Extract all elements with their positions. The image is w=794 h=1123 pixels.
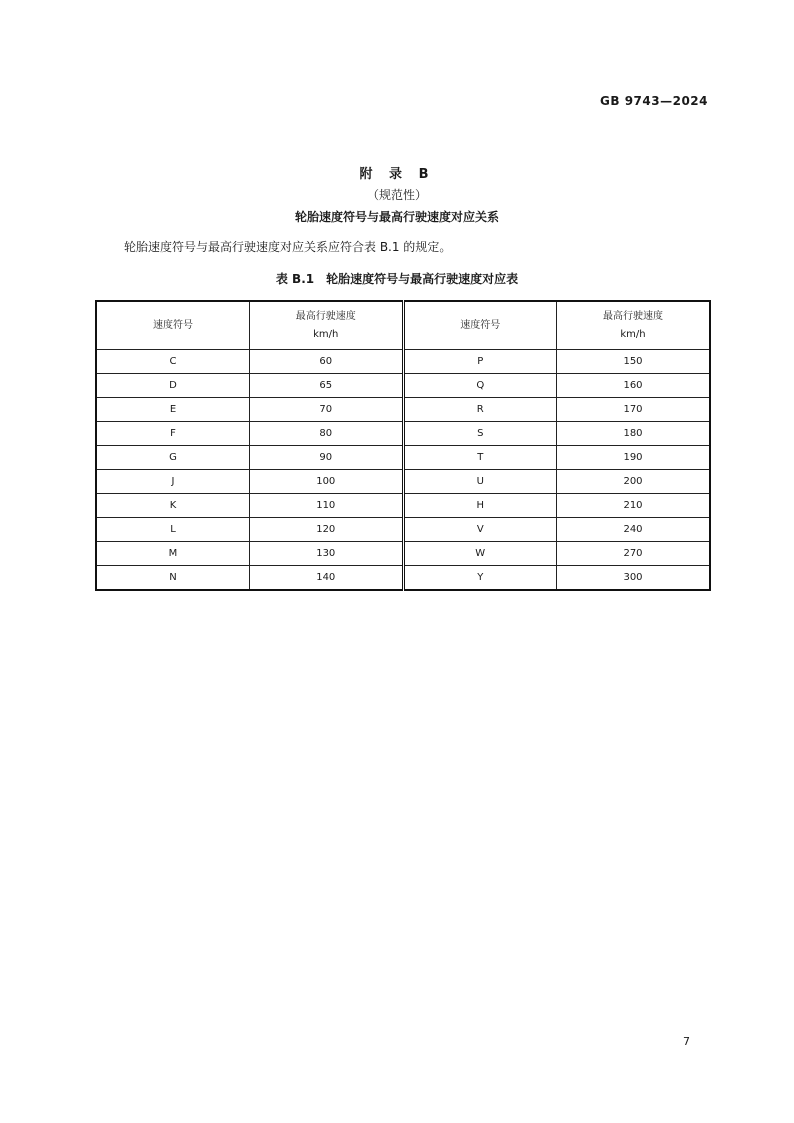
header-max-speed-left-unit: km/h: [313, 328, 339, 340]
header-max-speed-right-unit: km/h: [620, 328, 646, 340]
table-row: [96, 542, 710, 566]
table-row: [96, 518, 710, 542]
body-paragraph: 轮胎速度符号与最高行驶速度对应关系应符合表 B.1 的规定。: [124, 240, 452, 254]
table-row: [96, 422, 710, 446]
cell-left-speed: 65: [250, 374, 404, 398]
table-row: [96, 566, 710, 591]
cell-left-speed: 60: [250, 350, 404, 374]
table-row: [96, 494, 710, 518]
cell-left-symbol: J: [96, 470, 250, 494]
cell-right-speed: 180: [557, 422, 711, 446]
header-max-speed-right: [557, 301, 711, 350]
cell-left-speed: 90: [250, 446, 404, 470]
header-max-speed-left: [250, 301, 404, 350]
cell-left-symbol: E: [96, 398, 250, 422]
table-caption-title: 轮胎速度符号与最高行驶速度对应表: [326, 272, 519, 286]
cell-left-speed: 100: [250, 470, 404, 494]
cell-left-symbol: N: [96, 566, 250, 591]
table-caption-number: 表 B.1: [275, 272, 315, 286]
header-max-speed-left-line1: 最高行驶速度: [295, 310, 356, 322]
table-row: [96, 398, 710, 422]
cell-left-symbol: D: [96, 374, 250, 398]
cell-left-symbol: F: [96, 422, 250, 446]
standard-code: GB 9743—2024: [600, 94, 708, 108]
speed-table: [95, 300, 711, 591]
table-header-row: [96, 301, 710, 350]
appendix-heading: 轮胎速度符号与最高行驶速度对应关系: [294, 210, 499, 224]
cell-left-speed: 110: [250, 494, 404, 518]
cell-left-speed: 70: [250, 398, 404, 422]
cell-right-symbol: H: [403, 494, 557, 518]
cell-right-symbol: P: [403, 350, 557, 374]
cell-right-speed: 240: [557, 518, 711, 542]
cell-left-symbol: L: [96, 518, 250, 542]
table-caption: [0, 270, 794, 287]
cell-right-symbol: R: [403, 398, 557, 422]
page-number: 7: [683, 1035, 690, 1048]
cell-left-speed: 140: [250, 566, 404, 591]
header-max-speed-right-line1: 最高行驶速度: [603, 310, 663, 322]
cell-right-speed: 170: [557, 398, 711, 422]
table-row: [96, 350, 710, 374]
cell-right-symbol: U: [403, 470, 557, 494]
cell-right-symbol: T: [403, 446, 557, 470]
cell-left-symbol: C: [96, 350, 250, 374]
cell-right-speed: 150: [557, 350, 711, 374]
cell-left-symbol: G: [96, 446, 250, 470]
cell-right-speed: 200: [557, 470, 711, 494]
appendix-type: （规范性）: [366, 188, 427, 202]
table-row: [96, 470, 710, 494]
cell-right-speed: 210: [557, 494, 711, 518]
header-speed-symbol-right: 速度符号: [403, 301, 557, 350]
cell-left-symbol: K: [96, 494, 250, 518]
cell-left-speed: 130: [250, 542, 404, 566]
cell-right-speed: 300: [557, 566, 711, 591]
cell-right-symbol: V: [403, 518, 557, 542]
cell-right-symbol: W: [403, 542, 557, 566]
appendix-title: 附 录 B: [359, 167, 435, 182]
cell-left-symbol: M: [96, 542, 250, 566]
cell-right-speed: 190: [557, 446, 711, 470]
cell-left-speed: 120: [250, 518, 404, 542]
cell-right-symbol: Y: [403, 566, 557, 591]
table-row: [96, 446, 710, 470]
cell-right-symbol: S: [403, 422, 557, 446]
table-row: [96, 374, 710, 398]
cell-right-speed: 270: [557, 542, 711, 566]
header-speed-symbol-left: 速度符号: [96, 301, 250, 350]
cell-left-speed: 80: [250, 422, 404, 446]
cell-right-speed: 160: [557, 374, 711, 398]
cell-right-symbol: Q: [403, 374, 557, 398]
